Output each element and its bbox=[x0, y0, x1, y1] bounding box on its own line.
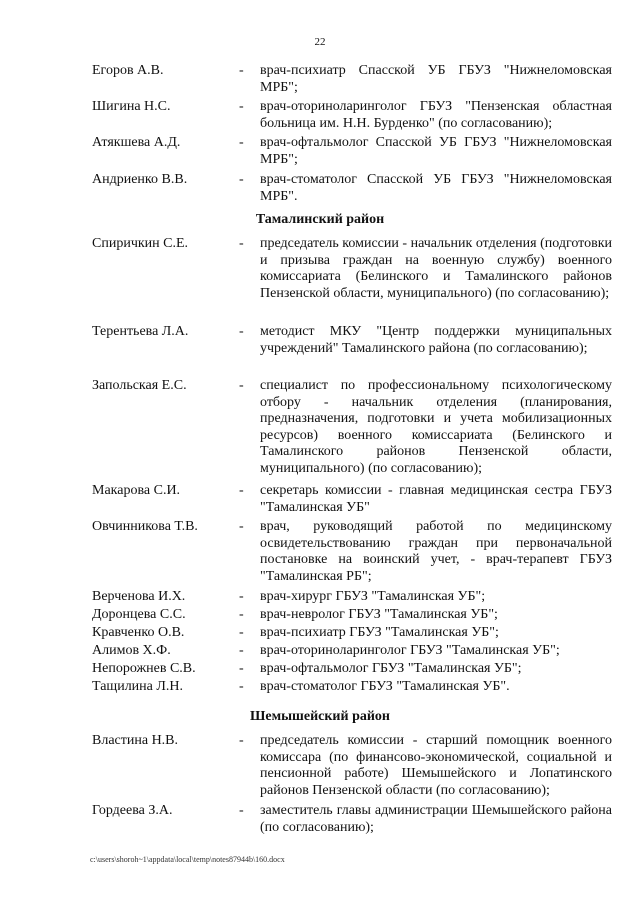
person-role: врач-стоматолог Спасской УБ ГБУЗ "Нижнеломовская МРБ". bbox=[260, 172, 612, 204]
dash: - bbox=[239, 378, 244, 393]
person-name: Верченова И.Х. bbox=[92, 589, 186, 604]
list-item bbox=[92, 172, 622, 205]
dash: - bbox=[239, 733, 244, 748]
dash: - bbox=[239, 625, 244, 640]
person-name: Запольская Е.С. bbox=[92, 378, 187, 393]
page-number: 22 bbox=[314, 36, 326, 48]
list-item bbox=[92, 378, 622, 477]
person-role: врач-стоматолог ГБУЗ "Тамалинская УБ". bbox=[260, 679, 510, 694]
dash: - bbox=[239, 589, 244, 604]
dash: - bbox=[239, 172, 244, 187]
list-item bbox=[92, 803, 622, 836]
person-name: Атякшева А.Д. bbox=[92, 135, 181, 150]
list-item bbox=[92, 607, 622, 624]
dash: - bbox=[239, 99, 244, 114]
dash: - bbox=[239, 483, 244, 498]
person-name: Овчинникова Т.В. bbox=[92, 519, 198, 534]
person-role: заместитель главы администрации Шемышейского района (по согласованию); bbox=[260, 803, 612, 835]
list-item bbox=[92, 661, 622, 678]
dash: - bbox=[239, 607, 244, 622]
list-item bbox=[92, 625, 622, 642]
person-name: Макарова С.И. bbox=[92, 483, 181, 498]
list-item bbox=[92, 324, 622, 357]
list-item bbox=[92, 589, 622, 606]
list-item bbox=[92, 519, 622, 585]
list-item bbox=[92, 483, 622, 516]
list-item bbox=[92, 135, 622, 168]
person-name: Непорожнев С.В. bbox=[92, 661, 196, 676]
person-name: Егоров А.В. bbox=[92, 63, 164, 78]
person-role: врач-невролог ГБУЗ "Тамалинская УБ"; bbox=[260, 607, 498, 622]
dash: - bbox=[239, 519, 244, 534]
person-name: Тащилина Л.Н. bbox=[92, 679, 183, 694]
list-item bbox=[92, 63, 622, 96]
section-title: Тамалинский район bbox=[255, 212, 385, 227]
person-name: Кравченко О.В. bbox=[92, 625, 185, 640]
list-item bbox=[92, 679, 622, 696]
person-name: Властина Н.В. bbox=[92, 733, 179, 748]
person-role: председатель комиссии - старший помощник военного комиссара (по финансово-экономической, социальной и пенсионной работе) Шемышейского и Лопатинского районов Пензенской области (по согласованию); bbox=[260, 733, 612, 798]
person-role: врач-психиатр ГБУЗ "Тамалинская УБ"; bbox=[260, 625, 499, 640]
person-role: врач-психиатр Спасской УБ ГБУЗ "Нижнеломовская МРБ"; bbox=[260, 63, 612, 95]
person-name: Доронцева С.С. bbox=[92, 607, 186, 622]
person-role: врач-оториноларинголог ГБУЗ "Пензенская областная больница им. Н.Н. Бурденко" (по согласованию); bbox=[260, 99, 612, 131]
person-name: Гордеева З.А. bbox=[92, 803, 173, 818]
person-role: врач, руководящий работой по медицинскому освидетельствованию граждан при первоначальной постановке на воинский учет, - врач-терапевт ГБУЗ "Тамалинская РБ"; bbox=[260, 519, 612, 584]
dash: - bbox=[239, 643, 244, 658]
person-role: председатель комиссии - начальник отделения (подготовки и призыва граждан на военную службу) военного комиссариата (Белинского и Тамалинского районов Пензенской области, муниципального) (по согласованию); bbox=[260, 236, 612, 301]
person-role: врач-оториноларинголог ГБУЗ "Тамалинская УБ"; bbox=[260, 643, 560, 658]
person-name: Спиричкин С.Е. bbox=[92, 236, 189, 251]
person-role: врач-хирург ГБУЗ "Тамалинская УБ"; bbox=[260, 589, 486, 604]
person-name: Терентьева Л.А. bbox=[92, 324, 189, 339]
person-name: Шигина Н.С. bbox=[92, 99, 171, 114]
list-item bbox=[92, 99, 622, 132]
person-role: методист МКУ "Центр поддержки муниципальных учреждений" Тамалинского района (по согласованию); bbox=[260, 324, 612, 356]
dash: - bbox=[239, 63, 244, 78]
person-role: врач-офтальмолог ГБУЗ "Тамалинская УБ"; bbox=[260, 661, 522, 676]
list-item bbox=[92, 236, 622, 302]
person-name: Алимов Х.Ф. bbox=[92, 643, 171, 658]
dash: - bbox=[239, 803, 244, 818]
dash: - bbox=[239, 679, 244, 694]
section-title: Шемышейский район bbox=[250, 709, 390, 724]
person-role: специалист по профессиональному психологическому отбору - начальник отделения (планирования, предназначения, подготовки и учета мобилизационных ресурсов) военного комиссариата (Белинского и Тамалинского районов Пензенской области, муниципального) (по согласованию); bbox=[260, 378, 612, 476]
person-role: секретарь комиссии - главная медицинская сестра ГБУЗ "Тамалинская УБ" bbox=[260, 483, 612, 515]
person-name: Андриенко В.В. bbox=[92, 172, 188, 187]
list-item bbox=[92, 643, 622, 660]
file-path-footer: c:\users\shoroh~1\appdata\local\temp\notes87944b\160.docx bbox=[90, 855, 285, 864]
dash: - bbox=[239, 661, 244, 676]
dash: - bbox=[239, 324, 244, 339]
dash: - bbox=[239, 236, 244, 251]
list-item bbox=[92, 733, 622, 799]
person-role: врач-офтальмолог Спасской УБ ГБУЗ "Нижнеломовская МРБ"; bbox=[260, 135, 612, 167]
dash: - bbox=[239, 135, 244, 150]
